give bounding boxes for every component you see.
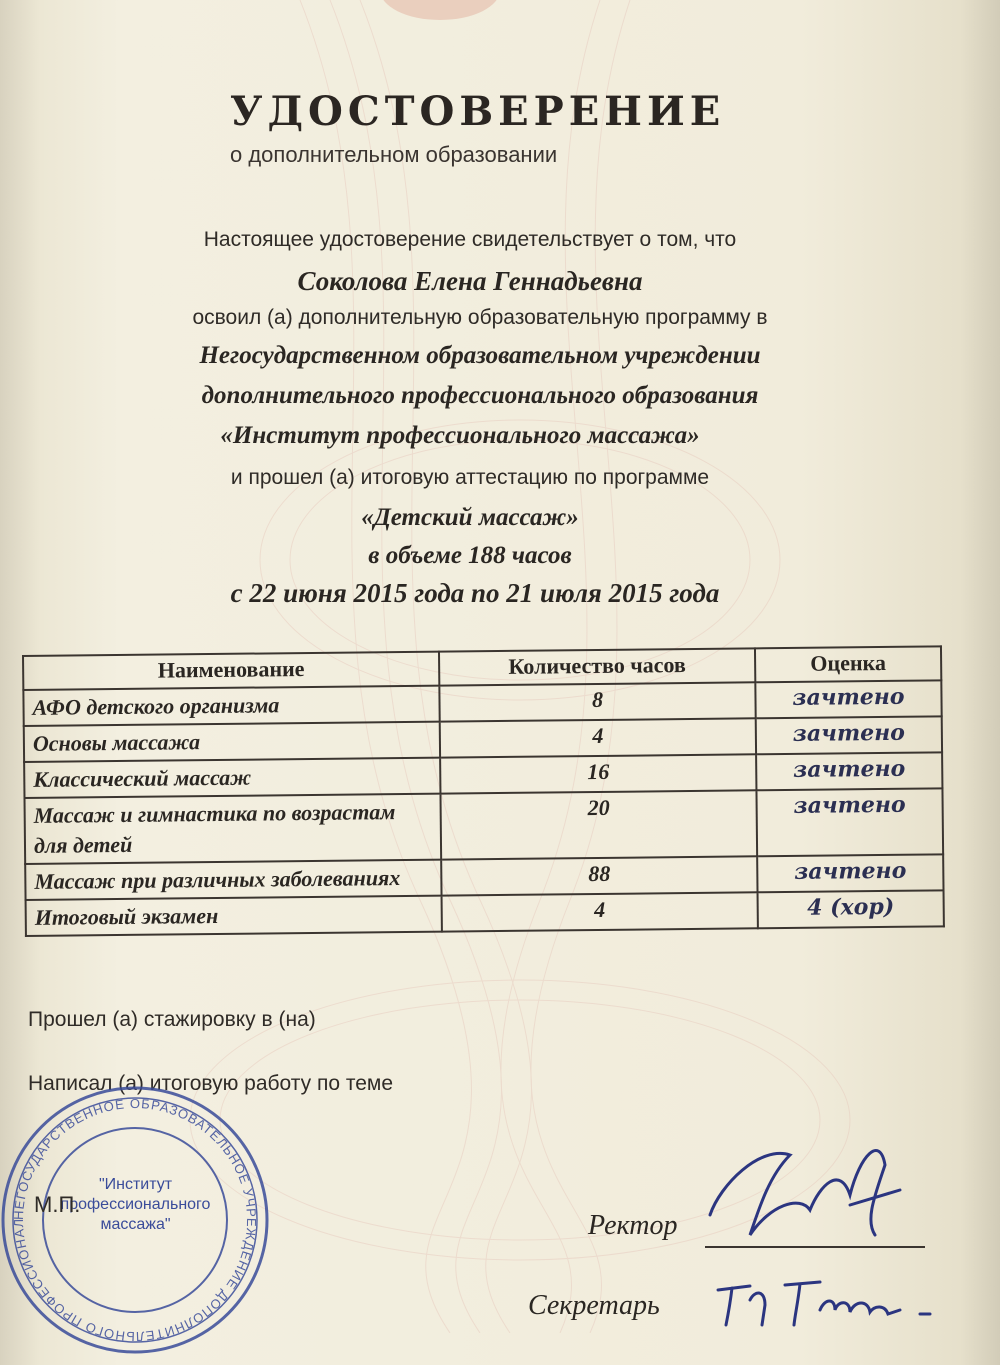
secretary-label: Секретарь [528, 1290, 660, 1321]
institution-stamp [0, 1075, 280, 1365]
subject-name: АФО детского организма [23, 686, 439, 726]
subject-hours: 16 [440, 754, 756, 793]
document-title: УДОСТОВЕРЕНИЕ [230, 88, 726, 135]
subject-hours: 8 [439, 682, 755, 721]
subject-grade: зачтено [757, 854, 943, 892]
institution-line-1: Негосударственном образовательном учреждении [199, 342, 761, 369]
rector-label: Ректор [588, 1210, 678, 1241]
header-hours: Количество часов [439, 648, 755, 685]
mastered-text: освоил (а) дополнительную образовательную программу в [192, 306, 768, 329]
subject-name: Массаж и гимнастика по возрастам для детей [24, 794, 441, 864]
program-period: с 22 июня 2015 года по 21 июля 2015 года [230, 578, 720, 608]
table-row [24, 788, 943, 864]
institution-line-3: «Институт профессионального массажа» [220, 422, 700, 449]
stamp-ring-text: НЕГОСУДАРСТВЕННОЕ ОБРАЗОВАТЕЛЬНОЕ УЧРЕЖДЕНИЕ ДОПОЛНИТЕЛЬНОГО ПРОФЕССИОНАЛ [10, 1095, 260, 1345]
institution-line-2: дополнительного профессионального образования [201, 382, 759, 409]
subject-hours: 88 [441, 856, 757, 895]
subject-grade: зачтено [756, 752, 942, 790]
internship-text: Прошел (а) стажировку в (на) [28, 1008, 316, 1031]
subject-grade: зачтено [756, 716, 942, 754]
subject-name: Классический массаж [24, 758, 440, 798]
mp-label: М.П. [34, 1192, 81, 1217]
rector-signature [700, 1125, 920, 1255]
passed-text: и прошел (а) итоговую аттестацию по программе [230, 466, 710, 489]
subject-name: Основы массажа [24, 722, 440, 762]
subject-name: Итоговый экзамен [26, 896, 442, 936]
subject-grade: зачтено [756, 788, 943, 856]
header-grade: Оценка [755, 646, 941, 682]
program-name: «Детский массаж» [361, 504, 579, 531]
top-emblem [380, 0, 500, 20]
document-subtitle: о дополнительном образовании [230, 142, 558, 167]
intro-text: Настоящее удостоверение свидетельствует о том, что [203, 228, 737, 251]
final-work-text: Написал (а) итоговую работу по теме [28, 1072, 394, 1095]
subject-hours: 4 [442, 892, 758, 931]
subject-grade: зачтено [755, 680, 941, 718]
subject-hours: 4 [440, 718, 756, 757]
grades-table [22, 645, 945, 937]
secretary-signature [710, 1270, 970, 1333]
header-name: Наименование [23, 652, 439, 690]
program-volume: в объеме 188 часов [368, 542, 572, 569]
stamp-center-text: "Институт профессионального массажа" [60, 1176, 211, 1233]
subject-hours: 20 [440, 790, 757, 859]
holder-name: Соколова Елена Геннадьевна [297, 266, 643, 296]
subject-grade: 4 (хор) [758, 890, 944, 928]
subject-name: Массаж при различных заболеваниях [25, 860, 441, 900]
